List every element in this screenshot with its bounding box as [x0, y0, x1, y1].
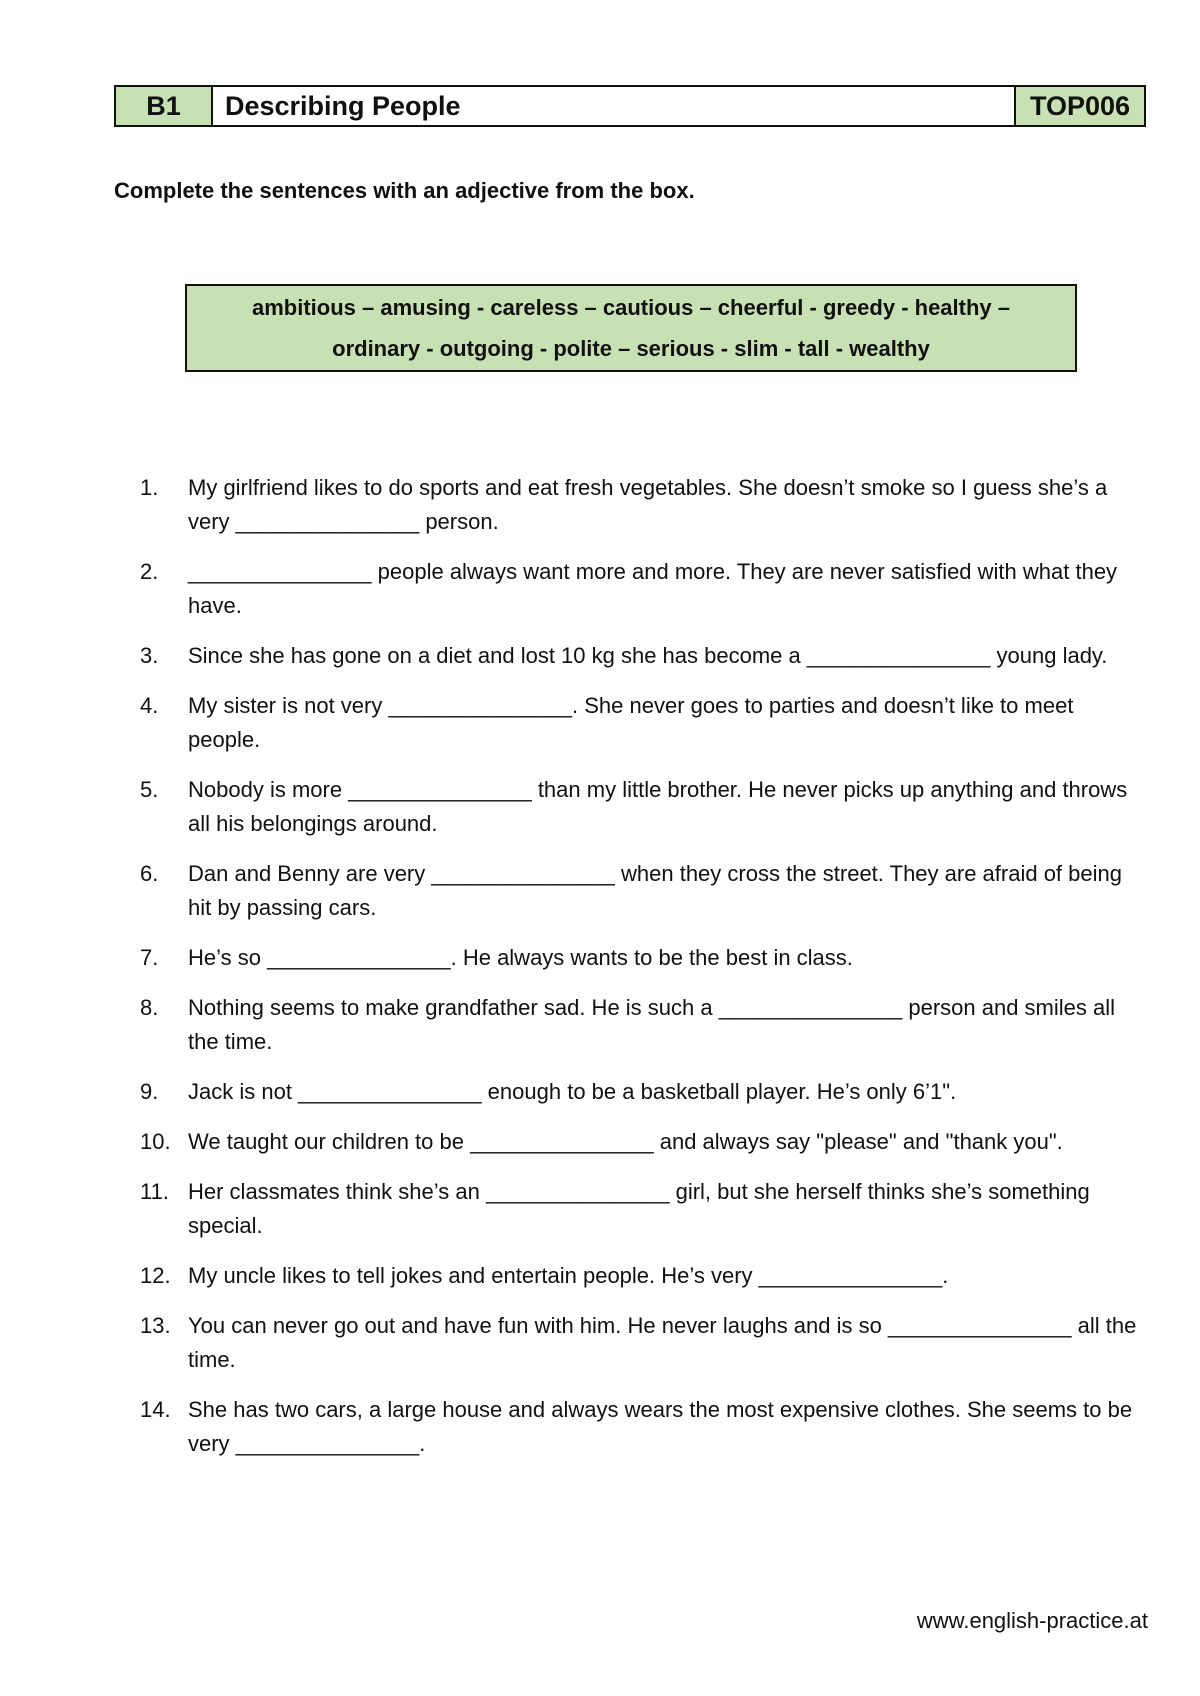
word-box-line: ordinary - outgoing - polite – serious - slim - tall - wealthy [332, 336, 930, 361]
exercise-item [140, 1259, 1150, 1293]
exercise-item [140, 941, 1150, 975]
exercise-item [140, 471, 1150, 539]
word-box [185, 284, 1077, 372]
exercise-sentence: Nobody is more _______________ than my little brother. He never picks up anything and throws all his belongings around. [188, 777, 1128, 836]
exercise-item [140, 1125, 1150, 1159]
exercise-number: 4. [140, 693, 159, 718]
header-table [114, 85, 1146, 127]
exercise-item [140, 1309, 1150, 1377]
exercise-sentence: My girlfriend likes to do sports and eat fresh vegetables. She doesn’t smoke so I guess she’s a very _______________ person. [188, 475, 1108, 534]
exercise-item [140, 991, 1150, 1059]
exercise-item [140, 555, 1150, 623]
exercise-sentence: Her classmates think she’s an _______________ girl, but she herself thinks she’s something special. [188, 1179, 1090, 1238]
exercise-item [140, 639, 1150, 673]
exercise-number: 5. [140, 777, 159, 802]
exercise-sentence: My uncle likes to tell jokes and entertain people. He’s very _______________. [188, 1263, 949, 1288]
exercise-number: 2. [140, 559, 159, 584]
exercise-sentence: Dan and Benny are very _______________ when they cross the street. They are afraid of being hit by passing cars. [188, 861, 1122, 920]
exercise-item [140, 1393, 1150, 1461]
footer-website: www.english-practice.at [916, 1608, 1148, 1633]
exercise-sentence: He’s so _______________. He always wants to be the best in class. [188, 945, 853, 970]
exercise-sentence: Nothing seems to make grandfather sad. He is such a _______________ person and smiles all the time. [188, 995, 1116, 1054]
exercise-item [140, 1075, 1150, 1109]
exercise-number: 9. [140, 1079, 159, 1104]
exercise-number: 10. [140, 1129, 171, 1154]
exercise-item [140, 773, 1150, 841]
exercise-number: 14. [140, 1397, 171, 1422]
exercise-sentence: We taught our children to be _______________ and always say "please" and "thank you". [188, 1129, 1063, 1154]
exercise-sentence: My sister is not very _______________. She never goes to parties and doesn’t like to meet people. [188, 693, 1074, 752]
exercise-number: 1. [140, 475, 159, 500]
exercise-number: 11. [140, 1179, 169, 1204]
exercise-number: 12. [140, 1263, 171, 1288]
exercise-sentence: Jack is not _______________ enough to be a basketball player. He’s only 6’1". [188, 1079, 957, 1104]
exercise-item [140, 1175, 1150, 1243]
exercise-number: 8. [140, 995, 159, 1020]
exercise-sentence: _______________ people always want more and more. They are never satisfied with what they have. [188, 559, 1118, 618]
word-box-line: ambitious – amusing - careless – cautious – cheerful - greedy - healthy – [251, 295, 1011, 320]
exercise-sentence: She has two cars, a large house and always wears the most expensive clothes. She seems to be very _______________. [188, 1397, 1133, 1456]
exercise-list [140, 471, 1150, 1477]
instruction-text: Complete the sentences with an adjective from the box. [114, 178, 695, 203]
exercise-item [140, 857, 1150, 925]
exercise-number: 3. [140, 643, 159, 668]
worksheet-title: Describing People [213, 87, 1016, 125]
exercise-number: 13. [140, 1313, 171, 1338]
exercise-number: 7. [140, 945, 159, 970]
topic-code-cell: TOP006 [1016, 87, 1144, 125]
exercise-sentence: You can never go out and have fun with him. He never laughs and is so _______________ all the time. [188, 1313, 1137, 1372]
exercise-sentence: Since she has gone on a diet and lost 10 kg she has become a _______________ young lady. [188, 643, 1108, 668]
exercise-item [140, 689, 1150, 757]
level-cell: B1 [116, 87, 213, 125]
exercise-number: 6. [140, 861, 159, 886]
